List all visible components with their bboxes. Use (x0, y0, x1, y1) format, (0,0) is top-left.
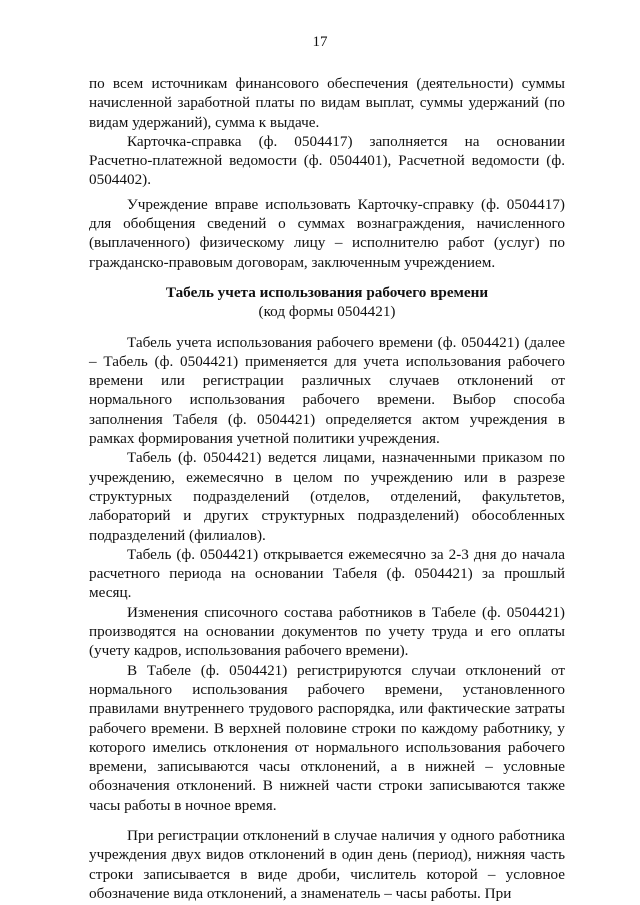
paragraph-two-deviations: При регистрации отклонений в случае наличия у одного работника учреждения двух видов отклонений в один день (период), нижняя часть строки записывается в виде дроби, числитель которой – условное обозначение вида отклонений, а знаменатель – часы работы. При (89, 826, 565, 902)
paragraph-timesheet-definition: Табель учета использования рабочего времени (ф. 0504421) (далее – Табель (ф. 0504421) применяется для учета использования рабочего времени или регистрации различных случаев отклонений от нормального использования рабочего времени. Выбор способа заполнения Табеля (ф. 0504421) определяется актом учреждения в рамках формирования учетной политики учреждения. (89, 333, 565, 448)
paragraph-deviation-registration: В Табеле (ф. 0504421) регистрируются случаи отклонений от нормального использования рабочего времени, установленного правилами внутреннего трудового распорядка, или фактические затраты рабочего времени. В верхней половине строки по каждому работнику, у которого имелись отклонения от нормального использования рабочего времени, записываются часы отклонений, а в нижней – условные обозначения отклонений. В нижней части строки записываются также часы работы в ночное время. (89, 661, 565, 814)
paragraph-staff-changes: Изменения списочного состава работников в Табеле (ф. 0504421) производятся на основании документов по учету труда и его оплаты (учету кадров, использования рабочего времени). (89, 603, 565, 660)
section-title: Табель учета использования рабочего времени (165, 283, 489, 301)
paragraph-timesheet-opening: Табель (ф. 0504421) открывается ежемесячно за 2-3 дня до начала расчетного периода на основании Табеля (ф. 0504421) за прошлый месяц. (89, 545, 565, 602)
page-number: 17 (312, 34, 328, 50)
section-subtitle: (код формы 0504421) (258, 303, 396, 321)
paragraph-intro-continuation: по всем источникам финансового обеспечения (деятельности) суммы начисленной заработной платы по видам выплат, суммы удержаний (по видам удержаний), сумма к выдаче. (89, 75, 565, 131)
page-body (89, 74, 565, 903)
paragraph-timesheet-maintenance: Табель (ф. 0504421) ведется лицами, назначенными приказом по учреждению, ежемесячно в целом по учреждению или в разрезе структурных подразделений (отделов, отделений, факультетов, лабораторий и других структурных подразделений) обособленных подразделений (филиалов). (89, 449, 565, 544)
paragraph-card-usage: Учреждение вправе использовать Карточку-справку (ф. 0504417) для обобщения сведений о суммах вознаграждения, начисленного (выплаченного) физическому лицу – исполнителю работ (услуг) по гражданско-правовым договорам, заключенным учреждением. (89, 195, 565, 271)
paragraph-card-filling: Карточка-справка (ф. 0504417) заполняется на основании Расчетно-платежной ведомости (ф. 0504401), Расчетной ведомости (ф. 0504402). (89, 132, 565, 189)
